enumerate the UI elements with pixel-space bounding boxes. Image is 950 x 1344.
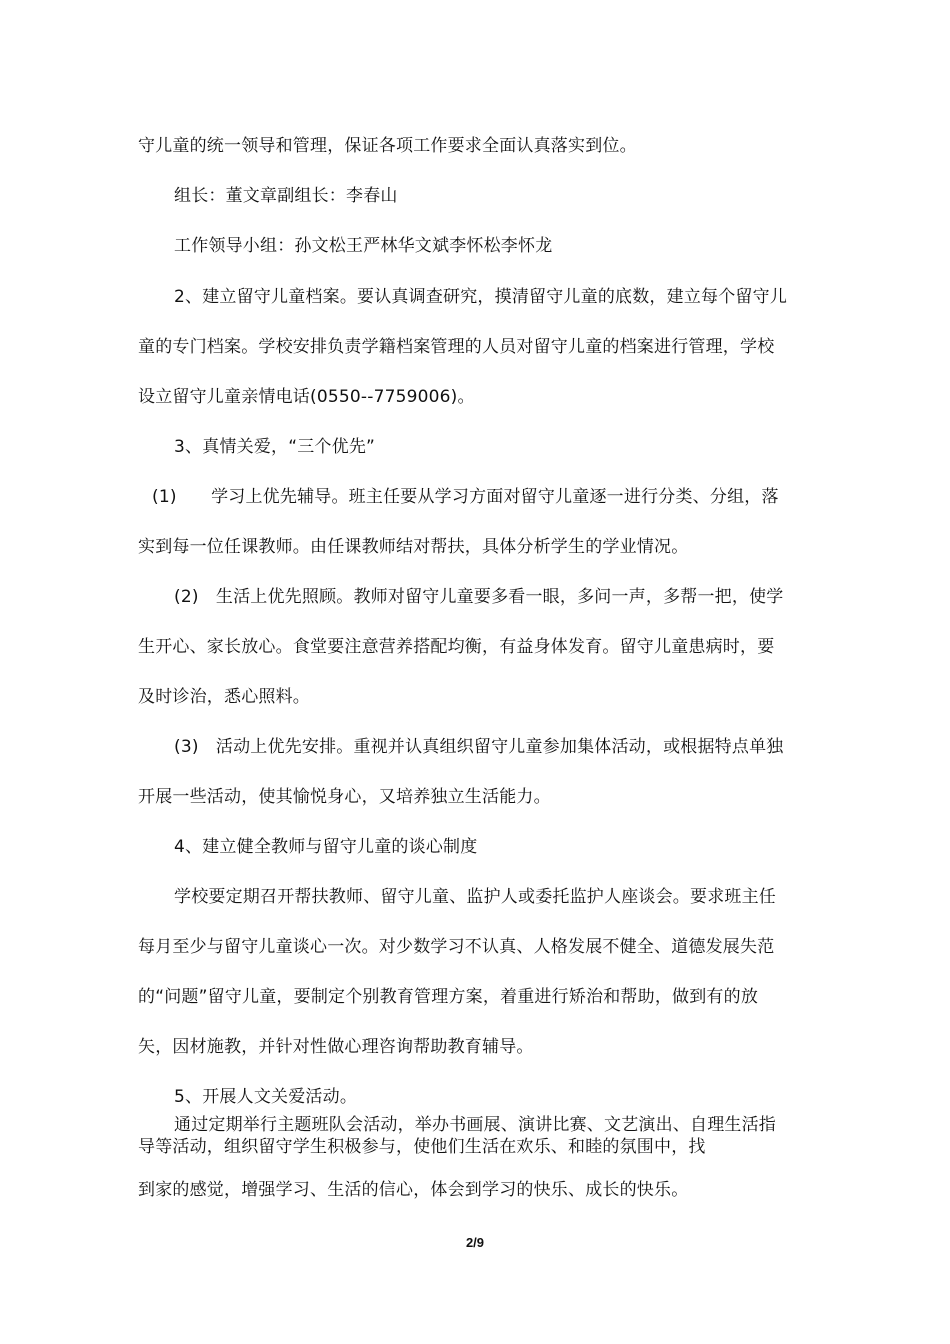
text-line: 到家的感觉，增强学习、生活的信心，体会到学习的快乐、成长的快乐。 xyxy=(138,1180,689,1200)
text-line: (2) 生活上优先照顾。教师对留守儿童要多看一眼，多问一声，多帮一把，使学 xyxy=(174,587,784,607)
text-line: 每月至少与留守儿童谈心一次。对少数学习不认真、人格发展不健全、道德发展失范 xyxy=(138,937,775,957)
text-line: 守儿童的统一领导和管理，保证各项工作要求全面认真落实到位。 xyxy=(138,136,637,156)
text-line: 组长：董文章副组长：李春山 xyxy=(174,186,398,206)
text-line: 及时诊治，悉心照料。 xyxy=(138,687,310,707)
text-line: (3) 活动上优先安排。重视并认真组织留守儿童参加集体活动，或根据特点单独 xyxy=(174,737,784,757)
text-line: 工作领导小组：孙文松王严林华文斌李怀松李怀龙 xyxy=(174,236,553,256)
text-line: 开展一些活动，使其愉悦身心，又培养独立生活能力。 xyxy=(138,787,551,807)
text-line: 的“问题”留守儿童，要制定个别教育管理方案，着重进行矫治和帮助，做到有的放 xyxy=(138,987,759,1007)
text-line: 实到每一位任课教师。由任课教师结对帮扶，具体分析学生的学业情况。 xyxy=(138,537,689,557)
page-number: 2/9 xyxy=(465,1235,485,1250)
text-line: 生开心、家长放心。食堂要注意营养搭配均衡，有益身体发育。留守儿童患病时，要 xyxy=(138,637,775,657)
text-line: 矢，因材施教，并针对性做心理咨询帮助教育辅导。 xyxy=(138,1037,534,1057)
text-line: 导等活动，组织留守学生积极参与，使他们生活在欢乐、和睦的氛围中，找 xyxy=(138,1137,706,1157)
text-line: 4、建立健全教师与留守儿童的谈心制度 xyxy=(174,837,478,857)
text-line: 设立留守儿童亲情电话(0550--7759006)。 xyxy=(138,387,475,407)
text-line: 2、建立留守儿童档案。要认真调查研究，摸清留守儿童的底数，建立每个留守儿 xyxy=(174,287,788,307)
text-line: 童的专门档案。学校安排负责学籍档案管理的人员对留守儿童的档案进行管理，学校 xyxy=(138,337,775,357)
text-line: 学校要定期召开帮扶教师、留守儿童、监护人或委托监护人座谈会。要求班主任 xyxy=(174,887,776,907)
text-line: 通过定期举行主题班队会活动，举办书画展、演讲比赛、文艺演出、自理生活指 xyxy=(174,1115,776,1135)
text-line: (1) 学习上优先辅导。班主任要从学习方面对留守儿童逐一进行分类、分组，落 xyxy=(152,487,779,507)
text-line: 5、开展人文关爱活动。 xyxy=(174,1087,358,1107)
text-line: 3、真情关爱，“三个优先” xyxy=(174,437,376,457)
